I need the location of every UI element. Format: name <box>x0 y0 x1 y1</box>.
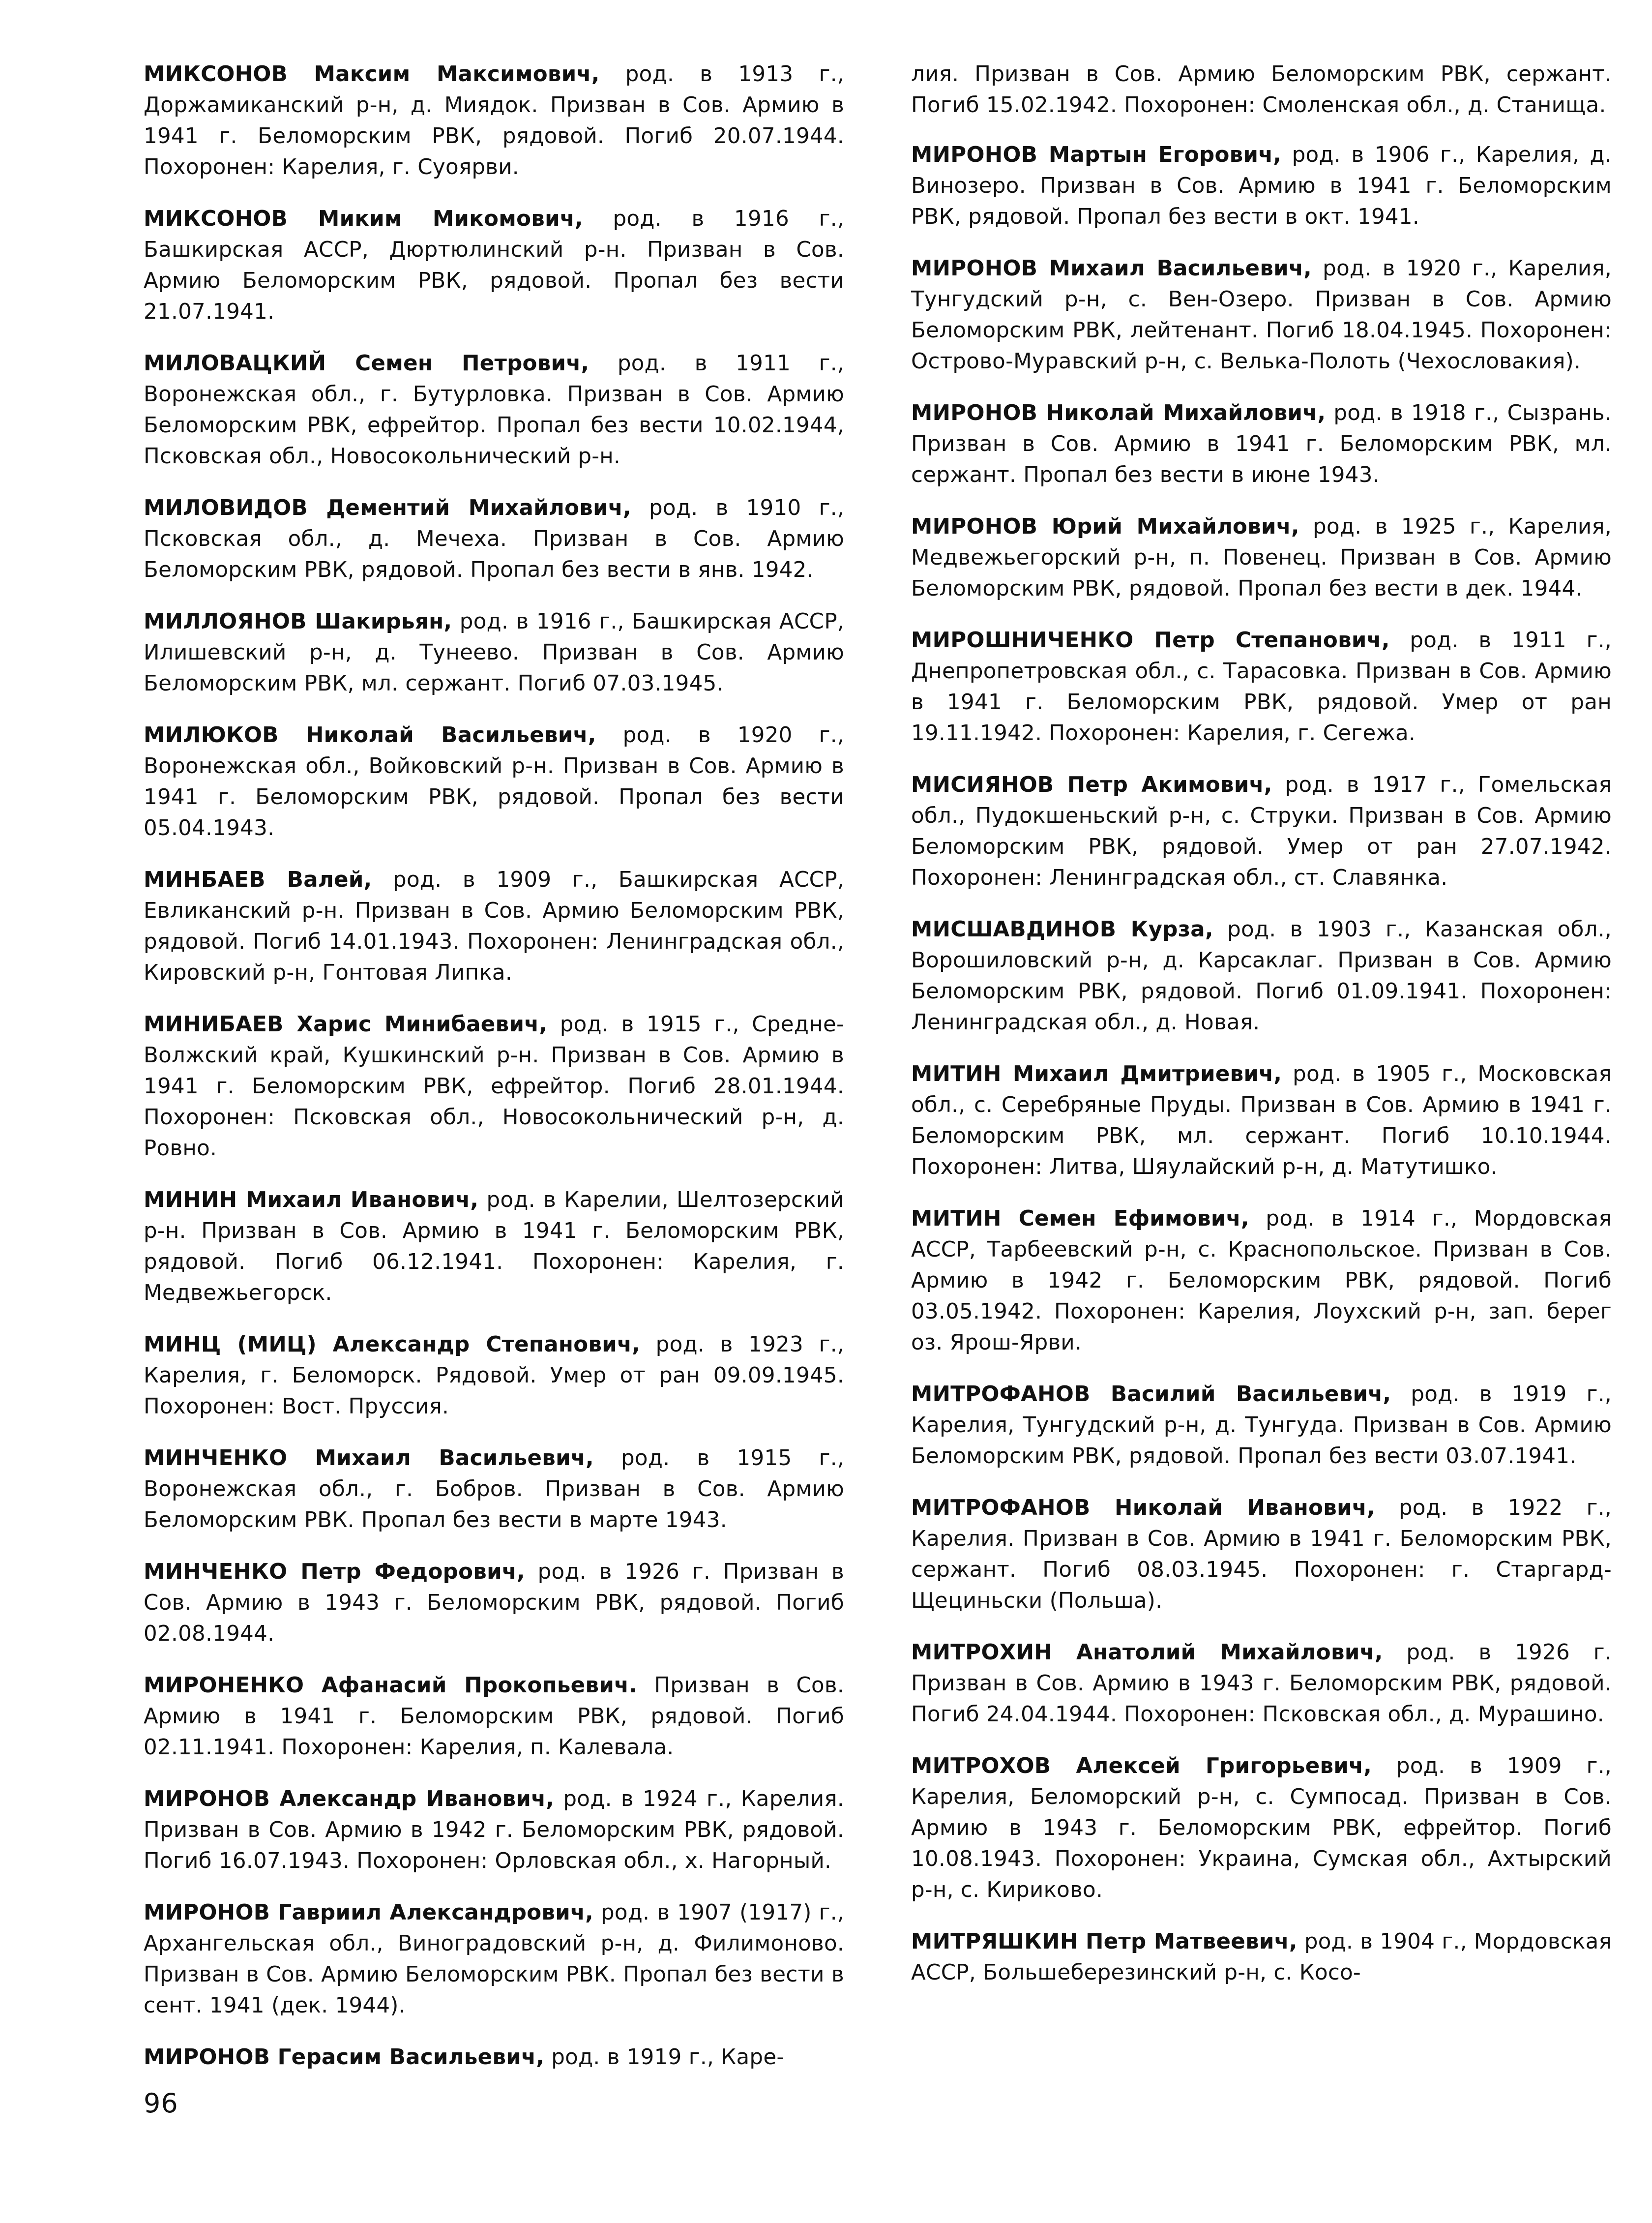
entry-name: МИРОНЕНКО Афанасий Прокопьевич. <box>144 1673 638 1698</box>
entry-name: МИРОНОВ Александр Иванович, <box>144 1787 555 1811</box>
entry-text: род. в 1914 г., Мордовская АССР, Тарбеевский р-н, с. Краснопольское. Призван в Сов. Армию в 1942 г. Беломорским РВК, рядовой. Погиб 03.05.1942. Похоронен: Карелия, Лоухский р-н, зап. берег оз. Ярош-Ярви. <box>911 1206 1612 1355</box>
entry-text: род. в 1913 г., Доржамиканский р-н, д. Миядок. Призван в Сов. Армию в 1941 г. Беломорским РВК, рядовой. Погиб 20.07.1944. Похоронен: Карелия, г. Суоярви. <box>144 62 844 180</box>
entry-continuation <box>911 59 1612 121</box>
left-column <box>144 59 844 2094</box>
entry-name: МИРОНОВ Гавриил Александрович, <box>144 1900 593 1925</box>
entry <box>911 398 1612 491</box>
entry-name: МИРОШНИЧЕНКО Петр Степанович, <box>911 628 1390 653</box>
entry-name: МИЛОВИДОВ Дементий Михайлович, <box>144 496 631 520</box>
entry-text: род. в 1920 г., Воронежская обл., Войковский р-н. Призван в Сов. Армию в 1941 г. Беломорским РВК, рядовой. Пропал без вести 05.04.1943. <box>144 723 845 841</box>
entry-name: МИРОНОВ Герасим Васильевич, <box>144 2045 545 2070</box>
entry <box>144 865 844 989</box>
entry <box>144 1784 844 1877</box>
entry-text: род. в 1915 г., Воронежская обл., г. Бобров. Призван в Сов. Армию Беломорским РВК. Пропал без вести в марте 1943. <box>144 1446 844 1532</box>
entry-text: род. в 1903 г., Казанская обл., Ворошиловский р-н, д. Карсаклаг. Призван в Сов. Армию Беломорским РВК, рядовой. Погиб 01.09.1941. Похоронен: Ленинградская обл., д. Новая. <box>911 917 1612 1035</box>
right-column <box>911 59 1612 2009</box>
entry-name: МИКСОНОВ Миким Микомович, <box>144 207 583 231</box>
entry-name: МИНЧЕНКО Петр Федорович, <box>144 1560 525 1584</box>
entry-name: МИНИБАЕВ Харис Минибаевич, <box>144 1012 548 1037</box>
entry-text: род. в 1919 г., Карелия, Тунгудский р-н, д. Тунгуда. Призван в Сов. Армию Беломорским РВК, рядовой. Пропал без вести 03.07.1941. <box>911 1382 1612 1469</box>
entry <box>911 1059 1612 1183</box>
entry-name: МИНБАЕВ Валей, <box>144 868 372 892</box>
entry-name: МИНЦ (МИЦ) Александр Степанович, <box>144 1332 641 1357</box>
entry-name: МИКСОНОВ Максим Максимович, <box>144 62 600 87</box>
entry <box>911 1493 1612 1617</box>
entry-text: род. в 1922 г., Карелия. Призван в Сов. Армию в 1941 г. Беломорским РВК, сержант. Погиб 08.03.1945. Похоронен: г. Старгард-Щециньски (Польша). <box>911 1496 1612 1613</box>
entry-name: МИЛЛОЯНОВ Шакирьян, <box>144 609 452 634</box>
entry <box>911 1751 1612 1906</box>
entry-text: род. в 1924 г., Карелия. Призван в Сов. Армию в 1942 г. Беломорским РВК, рядовой. Погиб 16.07.1943. Похоронен: Орловская обл., х. Нагорный. <box>144 1787 844 1873</box>
entry <box>144 720 844 844</box>
entry-text: род. в 1926 г. Призван в Сов. Армию в 1943 г. Беломорским РВК, рядовой. Погиб 02.08.1944. <box>144 1560 844 1646</box>
entry-text: род. в 1907 (1917) г., Архангельская обл., Виноградовский р-н, д. Филимоново. Призван в Сов. Армию Беломорским РВК. Пропал без вести в сент. 1941 (дек. 1944). <box>144 1900 844 2018</box>
entry-name: МИТРОФАНОВ Василий Васильевич, <box>911 1382 1391 1407</box>
entry-text: род. в Карелии, Шелтозерский р-н. Призван в Сов. Армию в 1941 г. Беломорским РВК, рядовой. Погиб 06.12.1941. Похоронен: Карелия, г. Медвежьегорск. <box>144 1188 844 1305</box>
entry-text: Призван в Сов. Армию в 1941 г. Беломорским РВК, рядовой. Погиб 02.11.1941. Похоронен: Карелия, п. Калевала. <box>144 1673 844 1760</box>
entry-name: МИРОНОВ Михаил Васильевич, <box>911 256 1312 281</box>
entry <box>144 1185 844 1309</box>
entry-text: род. в 1916 г., Башкирская АССР, Дюртюлинский р-н. Призван в Сов. Армию Беломорским РВК, рядовой. Пропал без вести 21.07.1941. <box>144 207 845 324</box>
entry <box>144 1897 844 2021</box>
entry-name: МИЛОВАЦКИЙ Семен Петрович, <box>144 351 590 376</box>
entry-name: МИСШАВДИНОВ Курза, <box>911 917 1213 942</box>
entry-name: МИРОНОВ Мартын Егорович, <box>911 143 1282 167</box>
entry <box>144 204 844 328</box>
entry-text: род. в 1909 г., Башкирская АССР, Евликанский р-н. Призван в Сов. Армию Беломорским РВК, рядовой. Погиб 14.01.1943. Похоронен: Ленинградская обл., Кировский р-н, Гонтовая Липка. <box>144 868 845 985</box>
entry-name: МИНИН Михаил Иванович, <box>144 1188 479 1212</box>
entry-name: МИТРОФАНОВ Николай Иванович, <box>911 1496 1375 1520</box>
entry-name: МИРОНОВ Николай Михайлович, <box>911 401 1326 425</box>
entry <box>144 606 844 699</box>
entry <box>911 140 1612 233</box>
entry-name: МИТРОХОВ Алексей Григорьевич, <box>911 1754 1372 1778</box>
entry-text: род. в 1911 г., Днепропетровская обл., с. Тарасовка. Призван в Сов. Армию в 1941 г. Беломорским РВК, рядовой. Умер от ран 19.11.1942. Похоронен: Карелия, г. Сегежа. <box>911 628 1612 746</box>
entry-name: МИТРОХИН Анатолий Михайлович, <box>911 1640 1383 1665</box>
entry-name: МИТИН Михаил Дмитриевич, <box>911 1062 1282 1086</box>
entry <box>144 493 844 586</box>
entry <box>911 1637 1612 1730</box>
entry <box>911 625 1612 749</box>
entry <box>911 770 1612 894</box>
entry <box>144 1009 844 1164</box>
entry-text: род. в 1920 г., Карелия, Тунгудский р-н, с. Вен-Озеро. Призван в Сов. Армию Беломорским РВК, лейтенант. Погиб 18.04.1945. Похоронен: Острово-Муравский р-н, с. Велька-Полоть (Чехословакия). <box>911 256 1612 374</box>
entry <box>911 511 1612 604</box>
entry-text: род. в 1909 г., Карелия, Беломорский р-н, с. Сумпосад. Призван в Сов. Армию в 1943 г. Беломорским РВК, ефрейтор. Погиб 10.08.1943. Похоронен: Украина, Сумская обл., Ахтырский р-н, с. Кириково. <box>911 1754 1612 1902</box>
entry-text: род. в 1905 г., Московская обл., с. Серебряные Пруды. Призван в Сов. Армию в 1941 г. Беломорским РВК, мл. сержант. Погиб 10.10.1944. Похоронен: Литва, Шяулайский р-н, д. Матутишко. <box>911 1062 1612 1179</box>
entry-name: МИРОНОВ Юрий Михайлович, <box>911 514 1299 539</box>
entry-text: род. в 1906 г., Карелия, д. Винозеро. Призван в Сов. Армию в 1941 г. Беломорским РВК, рядовой. Пропал без вести в окт. 1941. <box>911 143 1612 229</box>
entry <box>144 2042 844 2073</box>
entry-text: род. в 1926 г. Призван в Сов. Армию в 1943 г. Беломорским РВК, рядовой. Погиб 24.04.1944. Похоронен: Псковская обл., д. Мурашино. <box>911 1640 1612 1727</box>
entry <box>911 1926 1612 1988</box>
entry-name: МИТРЯШКИН Петр Матвеевич, <box>911 1929 1298 1954</box>
entry <box>911 253 1612 377</box>
entry-text: род. в 1918 г., Сызрань. Призван в Сов. Армию в 1941 г. Беломорским РВК, мл. сержант. Пропал без вести в июне 1943. <box>911 401 1612 487</box>
entry-name: МИНЧЕНКО Михаил Васильевич, <box>144 1446 594 1471</box>
entry-text: род. в 1916 г., Башкирская АССР, Илишевский р-н, д. Тунеево. Призван в Сов. Армию Беломорским РВК, мл. сержант. Погиб 07.03.1945. <box>144 609 844 696</box>
entry <box>144 59 844 183</box>
entry <box>144 1443 844 1536</box>
entry <box>144 1557 844 1650</box>
entry-text: род. в 1911 г., Воронежская обл., г. Бутурловка. Призван в Сов. Армию Беломорским РВК, ефрейтор. Пропал без вести 10.02.1944, Псковская обл., Новосокольнический р-н. <box>144 351 844 469</box>
entry <box>911 1379 1612 1472</box>
entry-text: род. в 1925 г., Карелия, Медвежьегорский р-н, п. Повенец. Призван в Сов. Армию Беломорским РВК, рядовой. Пропал без вести в дек. 1944. <box>911 514 1612 601</box>
entry <box>144 1670 844 1763</box>
entry-text: род. в 1915 г., Средне-Волжский край, Кушкинский р-н. Призван в Сов. Армию в 1941 г. Беломорским РВК, ефрейтор. Погиб 28.01.1944. Похоронен: Псковская обл., Новосокольнический р-н, д. Ровно. <box>144 1012 845 1161</box>
entry <box>911 914 1612 1038</box>
entry-text: лия. Призван в Сов. Армию Беломорским РВК, сержант. Погиб 15.02.1942. Похоронен: Смоленская обл., д. Станища. <box>911 62 1612 118</box>
entry <box>144 1329 844 1422</box>
entry <box>911 1203 1612 1358</box>
entry-text: род. в 1910 г., Псковская обл., д. Мечеха. Призван в Сов. Армию Беломорским РВК, рядовой. Пропал без вести в янв. 1942. <box>144 496 844 582</box>
page-number: 96 <box>144 2088 178 2119</box>
entry <box>144 348 844 472</box>
entry-text: род. в 1904 г., Мордовская АССР, Большеберезинский р-н, с. Косо- <box>911 1929 1612 1985</box>
entry-text: род. в 1919 г., Каре- <box>544 2045 785 2070</box>
entry-text: род. в 1923 г., Карелия, г. Беломорск. Рядовой. Умер от ран 09.09.1945. Похоронен: Вост. Пруссия. <box>144 1332 844 1419</box>
entry-name: МИСИЯНОВ Петр Акимович, <box>911 773 1272 797</box>
entry-name: МИЛЮКОВ Николай Васильевич, <box>144 723 596 748</box>
entry-text: род. в 1917 г., Гомельская обл., Пудокшеньский р-н, с. Струки. Призван в Сов. Армию Беломорским РВК, рядовой. Умер от ран 27.07.1942. Похоронен: Ленинградская обл., ст. Славянка. <box>911 773 1612 890</box>
entry-name: МИТИН Семен Ефимович, <box>911 1206 1249 1231</box>
